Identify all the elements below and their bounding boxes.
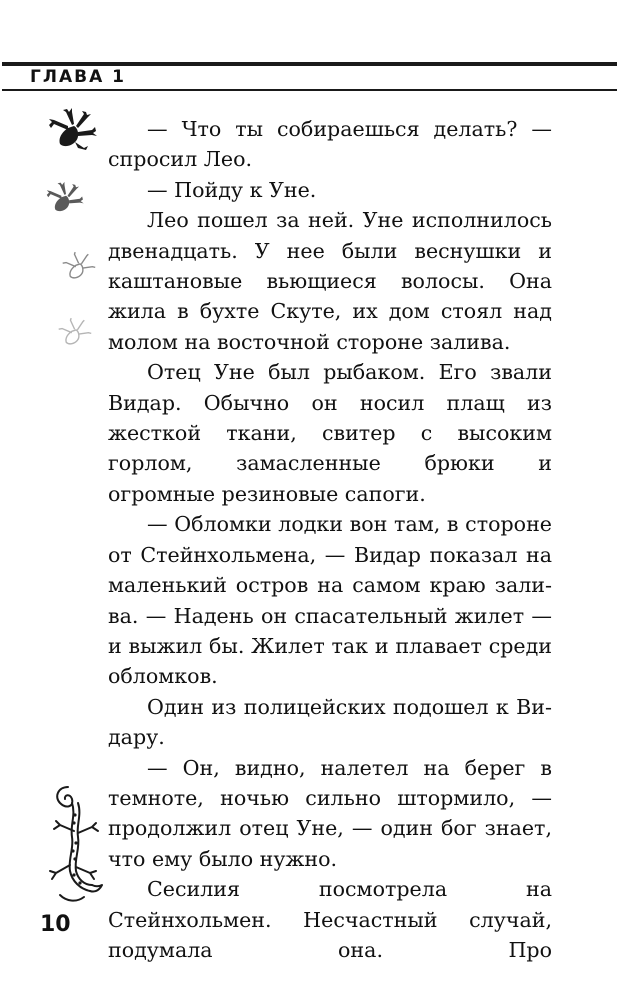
paragraph: Лео пошел за ней. Уне исполнилось двенадцать. У нее были веснушки и каштановые вьющиеся волосы. Она жила в бухте Скуте, их дом стоял над молом на восточной стороне залива. — [108, 208, 552, 354]
paragraph: — Пойду к Уне. — [147, 177, 317, 202]
page-number: 10 — [40, 912, 71, 937]
footprint-icon — [48, 108, 100, 150]
paragraph: Один из полицейских подошел к Видару. — [108, 694, 552, 750]
paragraph: — Что ты собираешься делать? — спросил Лео. — [108, 117, 552, 172]
chapter-heading: ГЛАВА 1 — [30, 67, 126, 87]
paragraph: — Он, видно, налетел на берег в темноте, ночью сильно штормило, — продолжил отец Уне, — один бог знает, что ему было нужно. — [108, 755, 552, 871]
footprint-icon — [62, 250, 98, 282]
paragraph: Отец Уне был рыбаком. Его звали Видар. Обычно он носил плащ из жесткой ткани, свитер с высоким горлом, замасленные брюки и огромные резиновые сапоги. — [108, 360, 552, 506]
lizard-icon — [40, 785, 106, 905]
footprint-icon — [58, 316, 94, 348]
footprint-icon — [46, 180, 86, 216]
header-rule-top — [2, 62, 617, 66]
paragraph: — Обломки лодки вон там, в стороне от Стейнхольмена, — Видар показал на маленький остров на самом краю залива. — Надень он спасательный жилет — и выжил бы. Жилет так и плавает среди обломков. — [108, 512, 552, 689]
body-text — [108, 114, 552, 965]
header-rule-bottom — [2, 89, 617, 91]
paragraph: Сесилия посмотрела на Стейнхольмен. Несчастный случай, подумала она. Про — [108, 877, 552, 962]
